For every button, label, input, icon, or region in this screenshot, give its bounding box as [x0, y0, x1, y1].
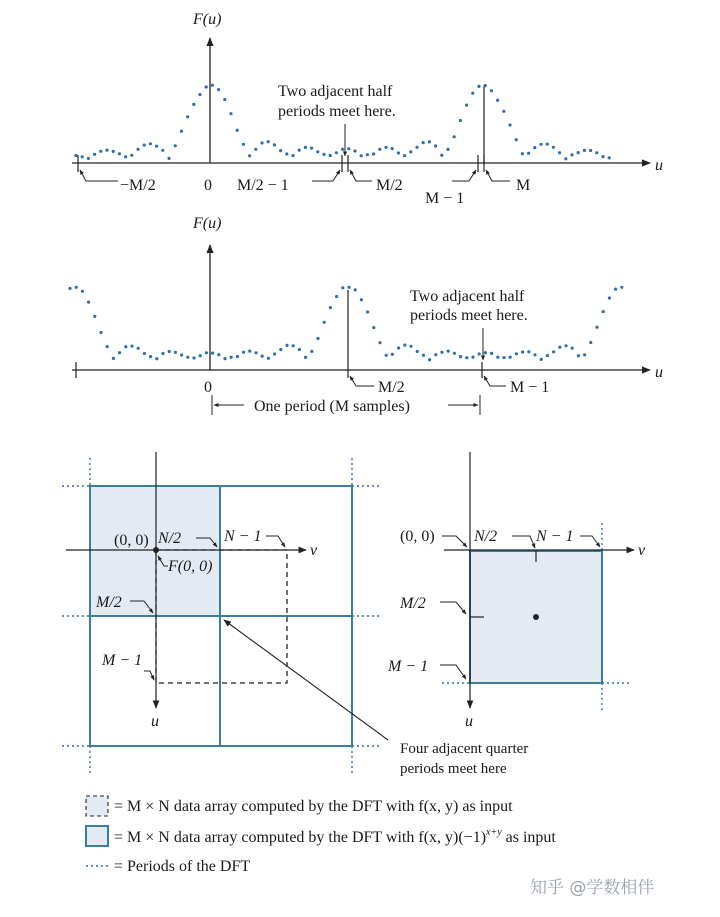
spectrum-dot: [143, 144, 146, 147]
spectrum-dot: [595, 326, 598, 329]
spectrum-dot: [583, 149, 586, 152]
spectrum-dot: [496, 99, 499, 102]
spectrum-dot: [192, 103, 195, 106]
spectrum-dot: [112, 150, 115, 153]
spectrum-dot: [366, 310, 369, 313]
spectrum-dot: [310, 147, 313, 150]
spectrum-dot: [285, 344, 288, 347]
spectrum-dot: [347, 286, 350, 289]
mid-tick-m-minus-1-label: M − 1: [510, 379, 550, 396]
spectrum-dot: [329, 154, 332, 157]
spectrum-dot: [620, 286, 623, 289]
spectrum-dot: [533, 353, 536, 356]
spectrum-dot: [87, 301, 90, 304]
right-m-half-label: M/2: [400, 595, 426, 612]
spectrum-dot: [515, 352, 518, 355]
mid-half-leader: [350, 376, 374, 386]
spectrum-dot: [105, 149, 108, 152]
right-n-minus-1-leader: [580, 536, 600, 547]
spectrum-dot: [285, 152, 288, 155]
left-grid: [62, 452, 528, 777]
spectrum-dot: [571, 347, 574, 350]
top-tick-m-minus-1-label: M − 1: [425, 190, 465, 207]
spectrum-dot: [81, 290, 84, 293]
spectrum-dot: [279, 149, 282, 152]
mid-note-line1: Two adjacent half: [410, 288, 525, 305]
legend-item2-sup: x+y: [486, 827, 502, 838]
spectrum-dot: [217, 88, 220, 91]
spectrum-dot: [155, 357, 158, 360]
spectrum-dot: [205, 351, 208, 354]
left-origin-dot: [153, 547, 159, 553]
spectrum-dot: [229, 112, 232, 115]
mid-note-line2: periods meet here.: [410, 307, 528, 324]
spectrum-dot: [167, 157, 170, 160]
spectrum-dot: [422, 141, 425, 144]
spectrum-dot: [446, 148, 449, 151]
spectrum-dot: [223, 98, 226, 101]
top-tick-neg-half-label: −M/2: [120, 177, 156, 194]
spectrum-dot: [440, 154, 443, 157]
spectrum-dot: [428, 140, 431, 143]
spectrum-dot: [161, 352, 164, 355]
spectrum-dot: [434, 353, 437, 356]
spectrum-dot: [273, 143, 276, 146]
spectrum-dot: [539, 143, 542, 146]
spectrum-dot: [217, 353, 220, 356]
spectrum-dot: [236, 355, 239, 358]
period-label: One period (M samples): [254, 398, 410, 415]
right-n-minus-1-label: N − 1: [536, 528, 574, 545]
middle-plot: [68, 215, 663, 415]
spectrum-dot: [353, 149, 356, 152]
spectrum-dot: [236, 129, 239, 132]
mid-x-label: u: [655, 364, 663, 381]
spectrum-dot: [168, 350, 171, 353]
spectrum-dot: [502, 110, 505, 113]
spectrum-dot: [552, 146, 555, 149]
spectrum-dot: [385, 354, 388, 357]
left-n-half-label: N/2: [158, 530, 182, 547]
left-v-label: v: [310, 542, 318, 559]
spectrum-dot: [87, 157, 90, 160]
spectrum-dot: [465, 104, 468, 107]
right-grid: [387, 452, 646, 730]
spectrum-dot: [149, 142, 152, 145]
spectrum-dot: [453, 352, 456, 355]
mid-m-minus-1-leader: [484, 376, 506, 386]
spectrum-dot: [118, 351, 121, 354]
spectrum-dot: [391, 353, 394, 356]
spectrum-dot: [180, 353, 183, 356]
top-half-minus-1-leader: [312, 170, 340, 181]
spectrum-dot: [602, 310, 605, 313]
spectrum-dot: [335, 151, 338, 154]
spectrum-dot: [372, 152, 375, 155]
spectrum-dot: [397, 151, 400, 154]
spectrum-dot: [509, 356, 512, 359]
spectrum-dot: [608, 156, 611, 159]
spectrum-dot: [521, 350, 524, 353]
spectrum-dot: [595, 151, 598, 154]
spectrum-dot: [409, 150, 412, 153]
spectrum-dot: [540, 358, 543, 361]
spectrum-dot: [81, 155, 84, 158]
spectrum-dot: [248, 154, 251, 157]
spectrum-dot: [323, 321, 326, 324]
right-m-minus-1-leader: [440, 665, 466, 679]
spectrum-dot: [310, 350, 313, 353]
spectrum-dot: [360, 298, 363, 301]
spectrum-dot: [589, 149, 592, 152]
spectrum-dot: [261, 355, 264, 358]
spectrum-dot: [267, 357, 270, 360]
spectrum-dot: [292, 344, 295, 347]
spectrum-dot: [230, 356, 233, 359]
spectrum-dot: [136, 148, 139, 151]
mid-tick-zero-label: 0: [204, 379, 212, 396]
spectrum-dot: [143, 352, 146, 355]
spectrum-dot: [174, 144, 177, 147]
spectrum-dot: [329, 306, 332, 309]
right-origin-label: (0, 0): [400, 528, 435, 545]
spectrum-dot: [477, 85, 480, 88]
spectrum-dot: [378, 148, 381, 151]
spectrum-dot: [508, 123, 511, 126]
legend: [86, 796, 556, 875]
top-y-label: F(u): [193, 11, 222, 28]
spectrum-dot: [341, 148, 344, 151]
spectrum-dot: [391, 147, 394, 150]
spectrum-dot: [211, 352, 214, 355]
right-n-half-label: N/2: [474, 528, 498, 545]
right-m-minus-1-label: M − 1: [388, 658, 429, 675]
spectrum-dot: [527, 350, 530, 353]
spectrum-dot: [459, 119, 462, 122]
spectrum-dot: [403, 344, 406, 347]
right-m-half-leader: [440, 602, 466, 614]
spectrum-dot: [130, 154, 133, 157]
spectrum-dot: [546, 354, 549, 357]
spectrum-dot: [465, 356, 468, 359]
spectrum-dot: [471, 356, 474, 359]
spectrum-dot: [440, 351, 443, 354]
spectrum-dot: [428, 358, 431, 361]
spectrum-dot: [291, 154, 294, 157]
legend-item2-suffix: as input: [501, 829, 556, 846]
spectrum-dot: [322, 153, 325, 156]
middle-spectrum-dots: [68, 286, 623, 362]
spectrum-dot: [354, 288, 357, 291]
top-tick-zero-label: 0: [204, 177, 212, 194]
spectrum-dot: [335, 295, 338, 298]
left-n-minus-1-label: N − 1: [224, 528, 262, 545]
spectrum-dot: [422, 354, 425, 357]
left-m-minus-1-leader: [144, 671, 154, 680]
top-note-line2: periods meet here.: [278, 103, 396, 120]
right-center-dot: [533, 614, 539, 620]
mid-y-label: F(u): [193, 215, 222, 232]
spectrum-dot: [415, 146, 418, 149]
legend-item3: = Periods of the DFT: [114, 858, 251, 875]
spectrum-dot: [254, 351, 257, 354]
spectrum-dot: [570, 153, 573, 156]
right-origin-leader: [442, 536, 467, 547]
right-u-label: u: [465, 713, 473, 730]
left-note-line1: Four adjacent quarter: [400, 741, 529, 757]
top-m-leader: [486, 170, 510, 181]
spectrum-dot: [124, 345, 127, 348]
spectrum-dot: [484, 84, 487, 87]
spectrum-dot: [298, 348, 301, 351]
spectrum-dot: [161, 149, 164, 152]
spectrum-dot: [68, 287, 71, 290]
spectrum-dot: [93, 315, 96, 318]
spectrum-dot: [74, 154, 77, 157]
spectrum-dot: [149, 355, 152, 358]
spectrum-dot: [409, 345, 412, 348]
right-n-half-leader: [512, 536, 535, 548]
spectrum-dot: [360, 154, 363, 157]
spectrum-dot: [130, 345, 133, 348]
spectrum-dot: [614, 288, 617, 291]
spectrum-dot: [589, 341, 592, 344]
spectrum-dot: [118, 152, 121, 155]
left-u-label: u: [151, 713, 159, 730]
spectrum-dot: [478, 352, 481, 355]
spectrum-dot: [546, 143, 549, 146]
spectrum-dot: [304, 356, 307, 359]
spectrum-dot: [124, 155, 127, 158]
spectrum-dot: [577, 151, 580, 154]
spectrum-dot: [347, 147, 350, 150]
spectrum-dot: [552, 350, 555, 353]
top-plot: [72, 11, 663, 207]
spectrum-dot: [199, 354, 202, 357]
spectrum-dot: [267, 140, 270, 143]
spectrum-dot: [180, 130, 183, 133]
spectrum-dot: [93, 153, 96, 156]
spectrum-dot: [106, 345, 109, 348]
spectrum-dot: [490, 89, 493, 92]
left-origin-label: (0, 0): [114, 532, 149, 549]
left-note-line2: periods meet here: [400, 761, 507, 777]
left-n-minus-1-leader: [266, 536, 285, 547]
top-tick-half-label: M/2: [376, 177, 403, 194]
spectrum-dot: [384, 146, 387, 149]
top-note-line1: Two adjacent half: [278, 83, 393, 100]
top-x-label: u: [655, 157, 663, 174]
spectrum-dot: [186, 115, 189, 118]
top-tick-half-minus-1-label: M/2 − 1: [237, 177, 289, 194]
spectrum-dot: [459, 355, 462, 358]
spectrum-dot: [527, 152, 530, 155]
top-neg-half-leader: [80, 170, 118, 181]
spectrum-dot: [564, 344, 567, 347]
spectrum-dot: [403, 154, 406, 157]
spectrum-dot: [521, 152, 524, 155]
spectrum-dot: [205, 85, 208, 88]
left-f00-label: F(0, 0): [168, 558, 213, 575]
mid-tick-half-label: M/2: [378, 379, 405, 396]
spectrum-dot: [316, 150, 319, 153]
spectrum-dot: [577, 354, 580, 357]
spectrum-dot: [471, 92, 474, 95]
spectrum-dot: [533, 146, 536, 149]
legend-item1: = M × N data array computed by the DFT with f(x, y) as input: [114, 798, 513, 815]
spectrum-dot: [279, 348, 282, 351]
right-v-label: v: [638, 542, 646, 559]
left-m-minus-1-label: M − 1: [102, 652, 143, 669]
spectrum-dot: [558, 151, 561, 154]
top-m-minus-1-leader: [452, 170, 476, 181]
spectrum-dot: [254, 148, 257, 151]
spectrum-dot: [304, 146, 307, 149]
spectrum-dot: [564, 157, 567, 160]
spectrum-dot: [341, 286, 344, 289]
spectrum-dot: [372, 326, 375, 329]
spectrum-dot: [558, 346, 561, 349]
legend-solid-swatch: [86, 826, 108, 846]
spectrum-dot: [397, 346, 400, 349]
spectrum-dot: [192, 356, 195, 359]
left-m-half-label: M/2: [96, 594, 122, 611]
legend-dashed-swatch: [86, 796, 108, 816]
legend-item2: [114, 827, 556, 846]
spectrum-dot: [273, 352, 276, 355]
spectrum-dot: [242, 351, 245, 354]
spectrum-dot: [601, 155, 604, 158]
spectrum-dot: [248, 350, 251, 353]
spectrum-dot: [316, 337, 319, 340]
left-quarter-note-arrow: [224, 620, 388, 740]
spectrum-dot: [75, 286, 78, 289]
spectrum-dot: [502, 356, 505, 359]
spectrum-dot: [453, 135, 456, 138]
spectrum-dot: [447, 350, 450, 353]
spectrum-dot: [112, 357, 115, 360]
spectrum-dot: [174, 351, 177, 354]
spectrum-dot: [242, 143, 245, 146]
spectrum-dot: [99, 150, 102, 153]
spectrum-dot: [211, 84, 214, 87]
spectrum-dot: [496, 356, 499, 359]
spectrum-dot: [515, 138, 518, 141]
spectrum-dot: [298, 149, 301, 152]
spectrum-dot: [378, 341, 381, 344]
spectrum-dot: [366, 153, 369, 156]
spectrum-dot: [416, 350, 419, 353]
spectrum-dot: [490, 352, 493, 355]
spectrum-dot: [186, 356, 189, 359]
spectrum-dot: [99, 331, 102, 334]
top-tick-m-label: M: [516, 177, 531, 194]
spectrum-dot: [484, 351, 487, 354]
spectrum-dot: [260, 141, 263, 144]
spectrum-dot: [137, 347, 140, 350]
spectrum-dot: [434, 144, 437, 147]
watermark: 知乎 @学数相伴: [530, 878, 655, 898]
spectrum-dot: [608, 296, 611, 299]
spectrum-dot: [583, 353, 586, 356]
top-half-leader: [350, 170, 372, 181]
spectrum-dot: [223, 357, 226, 360]
spectrum-dot: [155, 145, 158, 148]
spectrum-dot: [198, 93, 201, 96]
legend-item2-prefix: = M × N data array computed by the DFT with f(x, y)(−1): [114, 829, 487, 846]
